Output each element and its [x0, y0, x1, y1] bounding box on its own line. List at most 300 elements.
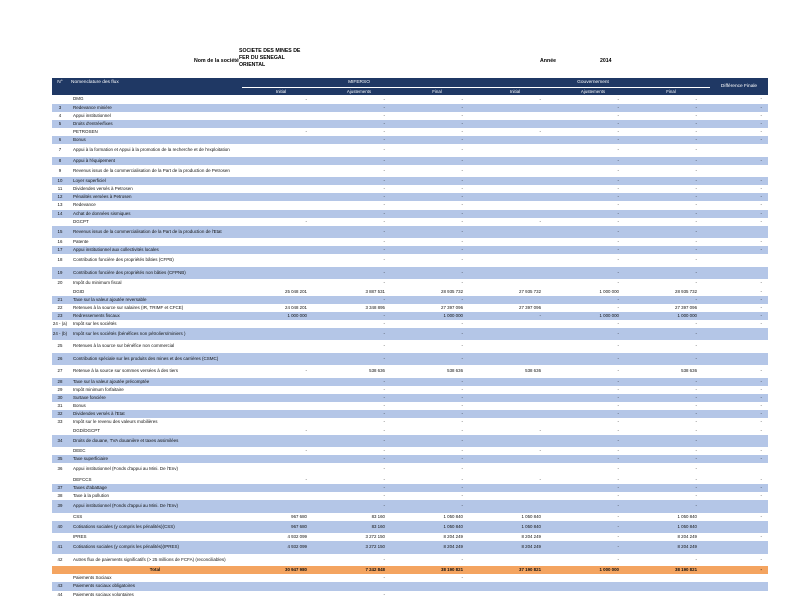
cell-government-initial: [476, 484, 554, 492]
row-number: [52, 427, 68, 435]
cell-company-initial: [242, 394, 320, 402]
cell-company-final: -: [398, 210, 476, 218]
cell-company-final: -: [398, 554, 476, 567]
cell-government-final: -: [632, 104, 710, 112]
row-label: Dividendes versés à l'Etat: [68, 410, 242, 418]
cell-difference-finale: -: [710, 157, 768, 165]
table-row: [52, 402, 768, 410]
cell-government-initial: 8 204 249: [476, 541, 554, 554]
cell-company-initial: [242, 328, 320, 341]
cell-government-ajustements: -: [554, 394, 632, 402]
cell-government-final: -: [632, 386, 710, 394]
cell-government-final: -: [632, 112, 710, 120]
row-number: 43: [52, 582, 68, 590]
row-label: Bonus: [68, 402, 242, 410]
cell-difference-finale: -: [710, 193, 768, 201]
row-number: 24 - (a): [52, 320, 68, 328]
row-number: 16: [52, 238, 68, 246]
cell-company-final: -: [398, 136, 476, 144]
cell-government-initial: [476, 554, 554, 567]
row-number: 14: [52, 210, 68, 218]
cell-government-final: -: [632, 267, 710, 280]
header-sub-blank-label: [68, 87, 242, 95]
cell-government-final: 8 204 249: [677, 534, 698, 540]
cell-government-final: -: [632, 193, 710, 201]
cell-government-final: -: [632, 165, 710, 178]
table-row: [52, 435, 768, 448]
cell-government-ajustements: -: [554, 435, 632, 448]
row-label: Cotisations sociales (y compris les pénalités)(CSS): [68, 521, 242, 534]
row-number: 24 - (b): [52, 328, 68, 341]
cell-difference-finale: -: [710, 304, 768, 312]
cell-company-initial: [242, 455, 320, 463]
table-row: [52, 157, 768, 165]
cell-government-ajustements: -: [554, 304, 632, 312]
table-row: [52, 267, 768, 280]
cell-company-initial: 967 680: [242, 521, 320, 534]
cell-difference-finale: [710, 574, 768, 582]
cell-company-initial: [242, 463, 320, 476]
cell-company-ajustements: -: [320, 120, 398, 128]
cell-company-initial: 1 000 000: [242, 312, 320, 320]
cell-government-ajustements: -: [554, 402, 632, 410]
cell-government-initial: [476, 296, 554, 304]
cell-government-ajustements: -: [617, 476, 620, 482]
row-number: 4: [52, 112, 68, 120]
cell-government-ajustements: -: [554, 246, 632, 254]
row-number: 11: [52, 185, 68, 193]
cell-government-final: -: [632, 238, 710, 246]
cell-company-final: -: [398, 394, 476, 402]
cell-government-ajustements: -: [554, 378, 632, 386]
cell-company-ajustements: -: [320, 484, 398, 492]
cell-company-ajustements: -: [320, 328, 398, 341]
cell-company-initial: [242, 484, 320, 492]
table-row: [52, 378, 768, 386]
company-name-line-3: ORIENTAL: [239, 62, 266, 69]
table-row: [52, 484, 768, 492]
cell-government-final: -: [632, 410, 710, 418]
cell-government-ajustements: -: [617, 427, 620, 433]
row-label: Taxe sur la valeur ajoutée précomptée: [68, 378, 242, 386]
table-row: [52, 386, 768, 394]
header-government-final: Final: [632, 87, 710, 95]
cell-government-final: -: [632, 378, 710, 386]
table-row: [52, 340, 768, 353]
cell-company-ajustements: -: [320, 492, 398, 500]
cell-government-final: -: [632, 120, 710, 128]
cell-government-final: 1 050 840: [677, 513, 698, 519]
cell-government-initial: [476, 320, 554, 328]
header-company-ajustements: Ajustements: [320, 87, 398, 95]
year-label: Année: [540, 58, 557, 64]
cell-government-ajustements: [554, 591, 632, 599]
cell-company-final: 27 397 096: [398, 304, 476, 312]
cell-difference-finale: -: [710, 378, 768, 386]
cell-company-ajustements: -: [320, 591, 398, 599]
table-row-section: [52, 513, 768, 521]
row-number: [52, 218, 68, 226]
table-row: [52, 120, 768, 128]
cell-company-final: 8 204 249: [398, 541, 476, 554]
table-row-section: [52, 476, 768, 484]
row-label: Revenus issus de la commercialisation de la Part de la production de Petrosen: [68, 165, 242, 178]
cell-company-final: 1 000 000: [398, 312, 476, 320]
cell-company-ajustements: 83 160: [371, 513, 385, 519]
cell-government-final: -: [632, 254, 710, 267]
cell-government-ajustements: -: [554, 177, 632, 185]
cell-company-initial: -: [305, 476, 307, 482]
cell-company-initial: [242, 185, 320, 193]
cell-company-initial: 967 680: [291, 513, 307, 519]
cell-difference-finale: -: [760, 218, 763, 224]
cell-company-ajustements: -: [383, 218, 385, 224]
cell-difference-finale: [710, 144, 768, 157]
table-row: [52, 193, 768, 201]
cell-difference-finale: -: [710, 455, 768, 463]
cell-difference-finale: -: [710, 410, 768, 418]
row-number: 44: [52, 591, 68, 599]
cell-company-ajustements: -: [320, 165, 398, 178]
table-row: [52, 296, 768, 304]
cell-government-initial: [476, 185, 554, 193]
table-row: [52, 112, 768, 120]
cell-company-final: -: [398, 157, 476, 165]
cell-government-initial: [476, 201, 554, 209]
table-row: [52, 320, 768, 328]
row-number: 37: [52, 484, 68, 492]
cell-company-final: -: [398, 177, 476, 185]
cell-company-ajustements: -: [320, 312, 398, 320]
cell-company-final: -: [398, 500, 476, 513]
table-row: [52, 201, 768, 209]
cell-difference-finale: [710, 591, 768, 599]
row-number: [52, 533, 68, 541]
cell-government-initial: [476, 120, 554, 128]
cell-company-ajustements: 83 160: [320, 521, 398, 534]
cell-company-final: 1 050 840: [398, 521, 476, 534]
table-row: [52, 312, 768, 320]
cell-government-initial: 37 190 821: [476, 566, 554, 574]
cell-government-final: 1 050 840: [632, 521, 710, 534]
cell-company-final: -: [461, 218, 464, 224]
header-sub-blank-num: [52, 87, 68, 95]
cell-government-initial: [476, 136, 554, 144]
cell-company-final: -: [461, 96, 464, 102]
row-label: Taxes d'abattage: [68, 484, 242, 492]
header-col-label: Nomenclature des flux: [68, 78, 242, 87]
cell-company-initial: [242, 254, 320, 267]
row-label: Taxe à la pollution: [68, 492, 242, 500]
cell-company-ajustements: 3 348 895: [320, 304, 398, 312]
cell-government-final: -: [632, 210, 710, 218]
cell-company-final: [398, 582, 476, 590]
cell-company-ajustements: -: [320, 201, 398, 209]
row-number: 29: [52, 386, 68, 394]
cell-government-ajustements: -: [554, 386, 632, 394]
row-number: 12: [52, 193, 68, 201]
row-label: CSS: [73, 513, 83, 519]
cell-government-ajustements: -: [554, 328, 632, 341]
cell-government-ajustements: -: [554, 267, 632, 280]
cell-government-ajustements: -: [554, 193, 632, 201]
row-label: Retenues à la source sur salaires (IR, TRIMF et CFCE): [68, 304, 242, 312]
cell-company-ajustements: -: [320, 435, 398, 448]
cell-company-final: -: [398, 104, 476, 112]
cell-difference-finale: [710, 267, 768, 280]
cell-government-initial: [476, 144, 554, 157]
cell-company-ajustements: -: [320, 144, 398, 157]
cell-government-ajustements: -: [554, 455, 632, 463]
row-label: Loyer superficiel: [68, 177, 242, 185]
cell-company-ajustements: -: [320, 226, 398, 239]
row-label: Paiements sociaux volontaires: [68, 591, 242, 599]
cell-difference-finale: -: [710, 120, 768, 128]
row-number: 40: [52, 521, 68, 534]
row-label: Retenue à la source sur sommes versées à des tiers: [68, 365, 242, 378]
row-label: Redevance: [68, 201, 242, 209]
cell-government-ajustements: -: [554, 238, 632, 246]
cell-company-final: [398, 591, 476, 599]
table-row: [52, 492, 768, 500]
row-number: 42: [52, 554, 68, 567]
cell-company-ajustements: -: [320, 296, 398, 304]
table-row-section: [52, 574, 768, 582]
cell-government-initial: 27 397 096: [476, 304, 554, 312]
cell-government-initial: [476, 104, 554, 112]
cell-government-ajustements: -: [554, 410, 632, 418]
table-row: [52, 418, 768, 426]
cell-company-initial: [242, 112, 320, 120]
table-row: [52, 165, 768, 178]
header-government-ajustements: Ajustements: [554, 87, 632, 95]
cell-government-final: -: [695, 128, 698, 134]
cell-government-ajustements: -: [554, 104, 632, 112]
cell-difference-finale: [710, 500, 768, 513]
cell-government-ajustements: -: [617, 448, 620, 454]
row-number: [52, 288, 68, 296]
cell-government-initial: -: [539, 476, 542, 482]
header-col-difference: Différence Finale: [710, 78, 768, 95]
cell-company-ajustements: -: [320, 418, 398, 426]
row-number: 30: [52, 394, 68, 402]
cell-difference-finale: [710, 328, 768, 341]
cell-company-initial: [242, 238, 320, 246]
cell-government-initial: 8 204 249: [521, 534, 542, 540]
cell-company-final: -: [398, 193, 476, 201]
cell-company-final: -: [398, 378, 476, 386]
row-number: 31: [52, 402, 68, 410]
table-row: [52, 144, 768, 157]
cell-government-ajustements: -: [554, 279, 632, 287]
cell-government-ajustements: -: [554, 500, 632, 513]
cell-government-ajustements: -: [554, 120, 632, 128]
cell-company-initial: [242, 378, 320, 386]
row-number: 6: [52, 136, 68, 144]
cell-government-ajustements: -: [617, 96, 620, 102]
cell-government-final: -: [632, 185, 710, 193]
cell-company-final: 28 935 732: [441, 288, 464, 294]
cell-government-initial: [476, 279, 554, 287]
table-row: [52, 226, 768, 239]
cell-government-ajustements: -: [554, 541, 632, 554]
cell-government-final: -: [632, 279, 710, 287]
cell-government-ajustements: -: [554, 136, 632, 144]
cell-company-ajustements: -: [320, 210, 398, 218]
cell-government-initial: [476, 254, 554, 267]
cell-company-initial: [242, 144, 320, 157]
row-number: 8: [52, 157, 68, 165]
table-row-total: [52, 566, 768, 574]
cell-government-final: -: [632, 418, 710, 426]
header-group-company: MIFERSO: [242, 78, 476, 87]
row-number: 10: [52, 177, 68, 185]
cell-difference-finale: -: [710, 238, 768, 246]
cell-difference-finale: -: [760, 534, 763, 540]
cell-government-initial: -: [476, 312, 554, 320]
row-number: 39: [52, 500, 68, 513]
row-number: [52, 128, 68, 136]
cell-government-final: -: [695, 96, 698, 102]
cell-company-initial: -: [305, 128, 307, 134]
cell-company-ajustements: -: [320, 193, 398, 201]
header-company-initial: Initial: [242, 87, 320, 95]
row-label: Contribution foncière des propriétés non bâties (CFPNB): [68, 267, 242, 280]
cell-government-ajustements: -: [554, 492, 632, 500]
year-value: 2014: [600, 58, 612, 64]
cell-company-ajustements: -: [320, 500, 398, 513]
cell-company-initial: [242, 492, 320, 500]
cell-government-initial: -: [539, 218, 542, 224]
cell-company-ajustements: 3 272 150: [320, 541, 398, 554]
row-label: PETROSEN: [73, 128, 98, 134]
row-number: 36: [52, 463, 68, 476]
cell-government-final: -: [632, 328, 710, 341]
row-label: Cotisations sociales (y compris les pénalités)(IPRES): [68, 541, 242, 554]
cell-government-initial: [476, 402, 554, 410]
cell-company-initial: -: [305, 427, 307, 433]
cell-company-initial: -: [305, 218, 307, 224]
cell-government-final: -: [632, 144, 710, 157]
cell-company-ajustements: -: [320, 112, 398, 120]
cell-government-initial: [476, 328, 554, 341]
cell-company-initial: 24 048 201: [242, 304, 320, 312]
table-body: [52, 95, 768, 599]
cell-government-ajustements: -: [554, 340, 632, 353]
table-row: [52, 238, 768, 246]
row-label: DGD/DGCPT: [73, 427, 100, 433]
cell-government-ajustements: -: [554, 320, 632, 328]
cell-difference-finale: [710, 226, 768, 239]
cell-government-final: -: [695, 427, 698, 433]
cell-company-final: -: [398, 463, 476, 476]
row-label: Taxe superficiaire: [68, 455, 242, 463]
cell-company-initial: [242, 591, 320, 599]
row-label: Patente: [68, 238, 242, 246]
cell-government-initial: [476, 410, 554, 418]
cell-difference-finale: -: [710, 112, 768, 120]
cell-company-initial: [242, 193, 320, 201]
table-row: [52, 500, 768, 513]
cell-difference-finale: -: [710, 554, 768, 567]
cell-company-initial: -: [305, 96, 307, 102]
cell-company-final: -: [398, 112, 476, 120]
row-label: Contribution foncière des propriétés bâties (CFPB): [68, 254, 242, 267]
cell-government-final: [632, 574, 710, 582]
cell-government-initial: [476, 340, 554, 353]
cell-difference-finale: [710, 353, 768, 366]
cell-company-ajustements: 3 887 531: [365, 288, 385, 294]
cell-company-final: -: [398, 455, 476, 463]
cell-difference-finale: -: [760, 448, 763, 454]
cell-difference-finale: [710, 463, 768, 476]
row-number: 9: [52, 165, 68, 178]
cell-government-ajustements: -: [617, 534, 620, 540]
title-block: [0, 0, 800, 76]
row-label: Dividendes versés à Petrosen: [68, 185, 242, 193]
cell-government-ajustements: -: [554, 144, 632, 157]
table-header: [52, 78, 768, 95]
cell-difference-finale: -: [710, 402, 768, 410]
cell-government-initial: [476, 193, 554, 201]
row-number: 20: [52, 279, 68, 287]
cell-company-initial: -: [305, 448, 307, 454]
table-row: [52, 210, 768, 218]
cell-government-ajustements: -: [554, 353, 632, 366]
cell-company-initial: [242, 210, 320, 218]
cell-difference-finale: -: [760, 476, 763, 482]
row-number: 22: [52, 304, 68, 312]
header-government-initial: Initial: [476, 87, 554, 95]
row-label: Appui institutionnel (Fonds d'appui au Mini. De l'Env): [68, 463, 242, 476]
cell-government-final: -: [695, 448, 698, 454]
cell-company-final: -: [398, 254, 476, 267]
cell-company-final: -: [461, 575, 464, 581]
cell-company-ajustements: -: [383, 427, 385, 433]
cell-company-final: -: [461, 448, 464, 454]
cell-company-ajustements: -: [320, 386, 398, 394]
cell-government-ajustements: 1 000 000: [554, 312, 632, 320]
row-label: Impôt sur le revenu des valeurs mobilières: [68, 418, 242, 426]
cell-government-ajustements: -: [617, 513, 620, 519]
cell-government-final: 27 397 096: [632, 304, 710, 312]
cell-government-final: -: [632, 177, 710, 185]
cell-company-final: -: [398, 238, 476, 246]
cell-company-initial: [242, 136, 320, 144]
row-label: IPRES: [73, 534, 87, 540]
cell-government-initial: [476, 353, 554, 366]
cell-difference-finale: -: [710, 201, 768, 209]
cell-government-initial: -: [539, 448, 542, 454]
row-number: 27: [52, 365, 68, 378]
header-group-government: Gouvernement: [476, 78, 710, 87]
cell-government-ajustements: -: [554, 365, 632, 378]
table-row-section: [52, 533, 768, 541]
table-row: [52, 104, 768, 112]
cell-company-ajustements: -: [320, 394, 398, 402]
cell-company-final: -: [398, 120, 476, 128]
row-label: Surtaxe foncière: [68, 394, 242, 402]
cell-government-initial: [476, 165, 554, 178]
row-label: Appui à la formation et Appui à la promotion de la recherche et de l'exploitation: [68, 144, 242, 157]
cell-government-final: -: [632, 554, 710, 567]
cell-difference-finale: -: [710, 104, 768, 112]
cell-company-final: -: [398, 484, 476, 492]
cell-company-initial: 4 932 099: [242, 541, 320, 554]
table-row: [52, 521, 768, 534]
row-number: 35: [52, 455, 68, 463]
row-label: Impôt du minimum fiscal: [68, 279, 242, 287]
